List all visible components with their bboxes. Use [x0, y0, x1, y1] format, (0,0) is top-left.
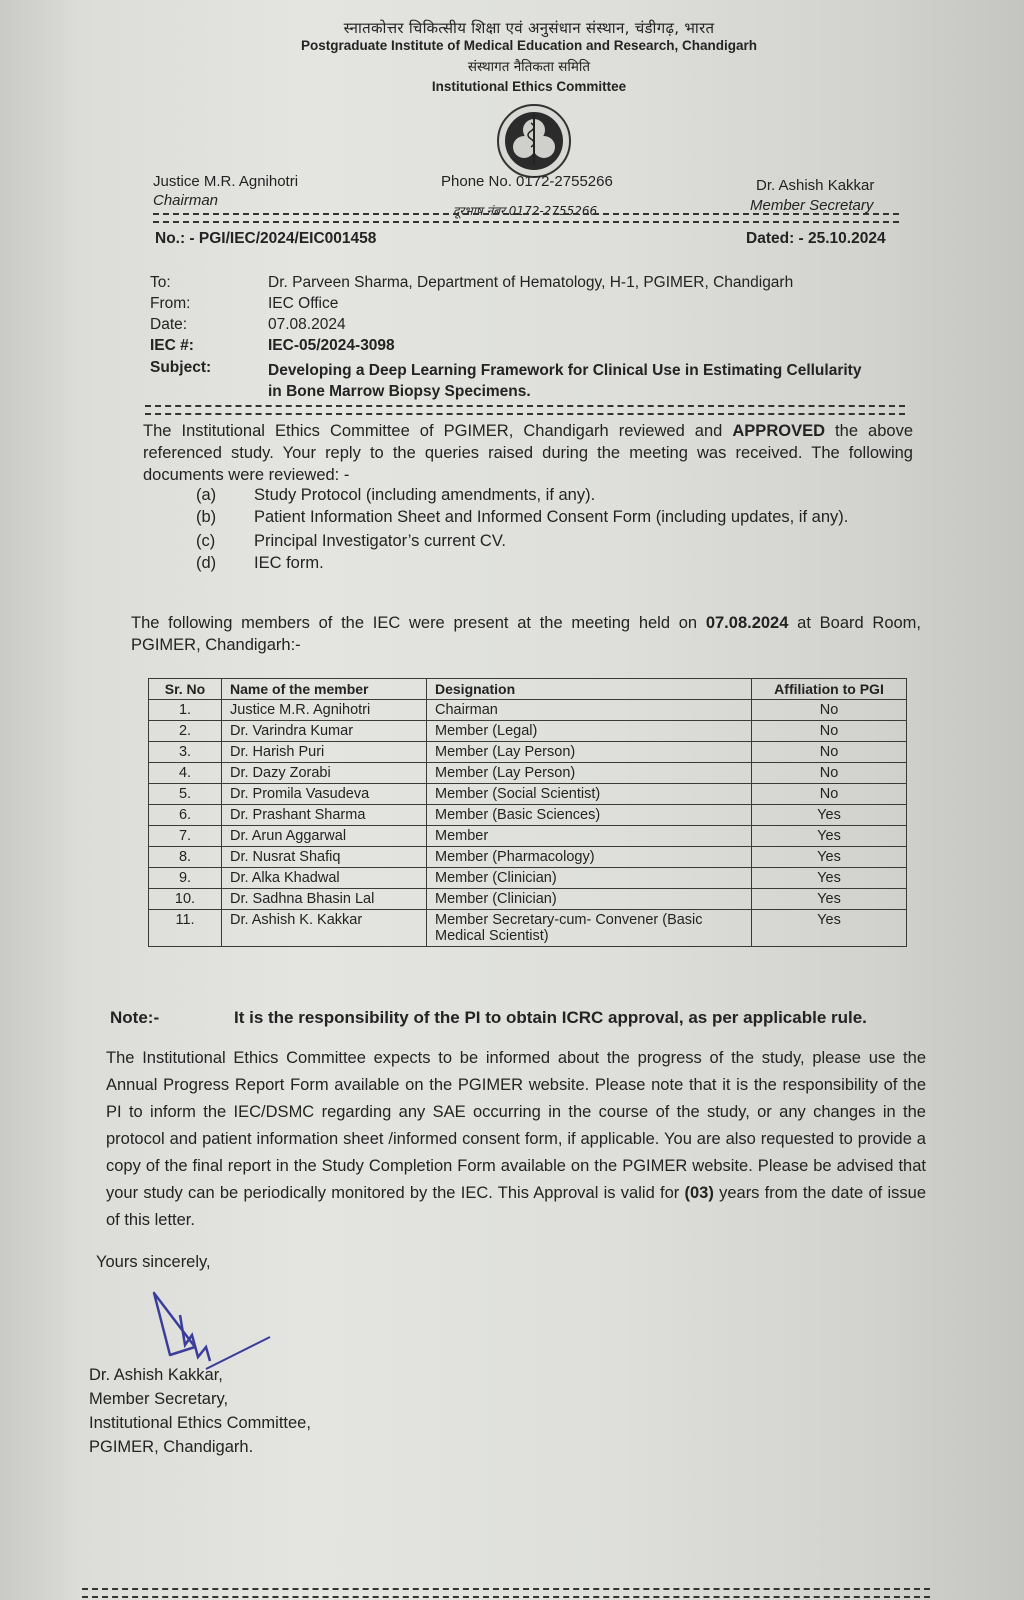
secretary-title: Member Secretary [750, 197, 874, 214]
member-designation: Member (Clinician) [427, 889, 752, 910]
member-sr-no: 7. [149, 826, 222, 847]
committee-title: Institutional Ethics Committee [431, 79, 627, 94]
signatory-title: Member Secretary, [89, 1390, 229, 1408]
column-header-affiliation: Affiliation to PGI [752, 679, 907, 700]
member-name: Dr. Promila Vasudeva [222, 784, 427, 805]
table-row [149, 910, 907, 947]
table-row [149, 889, 907, 910]
chairman-title: Chairman [153, 192, 219, 209]
table-row [149, 868, 907, 889]
member-affiliation: No [752, 721, 907, 742]
chairman-name: Justice M.R. Agnihotri [153, 173, 299, 190]
member-designation: Member (Basic Sciences) [427, 805, 752, 826]
subject-label: Subject: [150, 359, 212, 376]
member-designation: Member (Legal) [427, 721, 752, 742]
member-sr-no: 3. [149, 742, 222, 763]
document-item [196, 552, 916, 574]
closing-paragraph [106, 1045, 926, 1234]
members-table [148, 678, 907, 947]
document-item [196, 530, 916, 552]
member-designation: Member [427, 826, 752, 847]
institute-title: Postgraduate Institute of Medical Education and Research, Chandigarh [300, 38, 758, 53]
from-label: From: [150, 295, 191, 312]
member-designation: Chairman [427, 700, 752, 721]
member-affiliation: Yes [752, 868, 907, 889]
member-sr-no: 1. [149, 700, 222, 721]
column-header-designation: Designation [427, 679, 752, 700]
secretary-name: Dr. Ashish Kakkar [756, 177, 875, 194]
iec-number-label: IEC #: [150, 337, 194, 354]
member-name: Dr. Harish Puri [222, 742, 427, 763]
table-row [149, 784, 907, 805]
note-text: It is the responsibility of the PI to obtain ICRC approval, as per applicable rule. [234, 1008, 867, 1027]
closing-text: The Institutional Ethics Committee expects to be informed about the progress of the study, please use the Annual Progress Report Form available on the PGIMER website. Please note that it is the responsibility of the PI to inform the IEC/DSMC regarding any SAE occurring in the course of the study, or any changes in the protocol and patient information sheet /informed consent form, if applicable. You are also requested to provide a copy of the final report in the Study Completion Form available on the PGIMER website. Please be advised that your study can be periodically monitored by the IEC. This Approval is valid for [106, 1049, 926, 1202]
column-header-sr-no: Sr. No [149, 679, 222, 700]
document-text: Principal Investigator’s current CV. [254, 532, 506, 550]
member-designation: Member (Lay Person) [427, 742, 752, 763]
reference-number: No.: - PGI/IEC/2024/EIC001458 [155, 230, 377, 247]
member-name: Dr. Alka Khadwal [222, 868, 427, 889]
member-name: Dr. Prashant Sharma [222, 805, 427, 826]
member-name: Justice M.R. Agnihotri [222, 700, 427, 721]
member-name: Dr. Dazy Zorabi [222, 763, 427, 784]
document-marker: (b) [196, 508, 217, 526]
signatory-name: Dr. Ashish Kakkar, [89, 1366, 223, 1384]
column-header-name: Name of the member [222, 679, 427, 700]
member-designation: Member (Lay Person) [427, 763, 752, 784]
pgimer-emblem-icon [496, 103, 572, 179]
table-row [149, 742, 907, 763]
member-sr-no: 5. [149, 784, 222, 805]
member-affiliation: Yes [752, 826, 907, 847]
note-label: Note:- [110, 1008, 160, 1027]
member-affiliation: No [752, 700, 907, 721]
table-row [149, 763, 907, 784]
validity-years: (03) [684, 1184, 714, 1202]
document-text: IEC form. [254, 554, 324, 572]
intro-text-cont: the above referenced study. Your reply to the queries raised during the meeting was received. The following documents were reviewed: - [143, 422, 913, 484]
members-paragraph [131, 612, 921, 656]
to-value: Dr. Parveen Sharma, Department of Hematology, H-1, PGIMER, Chandigarh [268, 274, 794, 291]
document-item [196, 506, 916, 528]
signatory-place: PGIMER, Chandigarh. [89, 1438, 254, 1456]
table-row [149, 805, 907, 826]
table-row [149, 700, 907, 721]
table-row [149, 826, 907, 847]
signatory-block [89, 1363, 311, 1459]
letter-date: Dated: - 25.10.2024 [746, 230, 886, 247]
member-name: Dr. Nusrat Shafiq [222, 847, 427, 868]
header-divider [153, 213, 899, 223]
table-row [149, 847, 907, 868]
member-designation: Member (Clinician) [427, 868, 752, 889]
member-affiliation: No [752, 763, 907, 784]
members-text: The following members of the IEC were present at the meeting held on [131, 614, 706, 632]
member-sr-no: 8. [149, 847, 222, 868]
member-sr-no: 9. [149, 868, 222, 889]
table-row [149, 721, 907, 742]
intro-paragraph [143, 420, 913, 486]
member-sr-no: 10. [149, 889, 222, 910]
date-label: Date: [150, 316, 188, 333]
phone-number: Phone No. 0172-2755266 [441, 173, 613, 190]
hindi-institute-title: स्नातकोत्तर चिकित्सीय शिक्षा एवं अनुसंधान संस्थान, चंडीगढ़, भारत [343, 19, 715, 37]
member-sr-no: 4. [149, 763, 222, 784]
meeting-date: 07.08.2024 [705, 614, 789, 632]
salutation: Yours sincerely, [96, 1253, 211, 1271]
member-affiliation: Yes [752, 889, 907, 910]
signatory-organization: Institutional Ethics Committee, [89, 1414, 311, 1432]
document-marker: (a) [196, 486, 217, 504]
date-value: 07.08.2024 [268, 316, 346, 333]
member-affiliation: No [752, 784, 907, 805]
document-marker: (d) [196, 554, 217, 572]
member-designation: Member (Pharmacology) [427, 847, 752, 868]
member-affiliation: Yes [752, 847, 907, 868]
member-designation: Member (Social Scientist) [427, 784, 752, 805]
document-text: Patient Information Sheet and Informed Consent Form (including updates, if any). [254, 508, 849, 526]
member-name: Dr. Arun Aggarwal [222, 826, 427, 847]
member-sr-no: 11. [149, 910, 222, 947]
member-affiliation: Yes [752, 910, 907, 947]
to-label: To: [150, 274, 171, 291]
approved-status: APPROVED [732, 422, 825, 440]
intro-text: The Institutional Ethics Committee of PGIMER, Chandigarh reviewed and [143, 422, 733, 440]
document-marker: (c) [196, 532, 216, 550]
reviewed-documents-list [196, 484, 916, 574]
subject-line-2: in Bone Marrow Biopsy Specimens. [268, 383, 531, 400]
subject-divider [145, 405, 905, 415]
hindi-committee-title: संस्थागत नैतिकता समिति [467, 59, 591, 75]
member-sr-no: 6. [149, 805, 222, 826]
member-sr-no: 2. [149, 721, 222, 742]
from-value: IEC Office [268, 295, 339, 312]
document-text: Study Protocol (including amendments, if any). [254, 486, 596, 504]
document-item [196, 484, 916, 506]
subject-line-1: Developing a Deep Learning Framework for Clinical Use in Estimating Cellularity [268, 362, 862, 379]
closing-text-cont: years from the date of issue of this letter. [106, 1184, 926, 1229]
phone-number-hindi: दूरभाष नंबर 0172-2755266 [453, 204, 598, 218]
member-name: Dr. Ashish K. Kakkar [222, 910, 427, 947]
footer-divider [82, 1588, 930, 1598]
members-text-cont: at Board Room, PGIMER, Chandigarh:- [131, 614, 921, 654]
member-affiliation: No [752, 742, 907, 763]
iec-number-value: IEC-05/2024-3098 [268, 337, 395, 354]
member-name: Dr. Sadhna Bhasin Lal [222, 889, 427, 910]
member-affiliation: Yes [752, 805, 907, 826]
table-header-row [149, 679, 907, 700]
member-name: Dr. Varindra Kumar [222, 721, 427, 742]
member-designation: Member Secretary-cum- Convener (Basic Medical Scientist) [427, 910, 752, 947]
